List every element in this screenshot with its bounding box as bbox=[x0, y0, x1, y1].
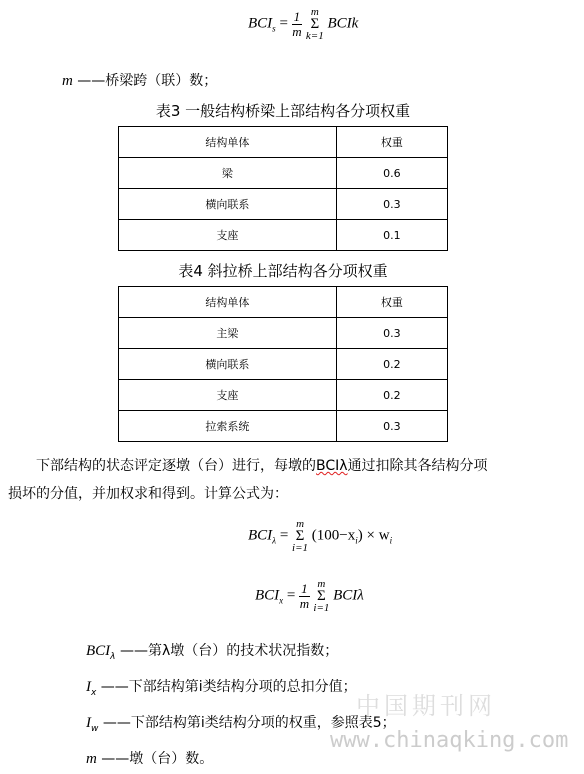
sum-symbol: m Σ k=1 bbox=[305, 6, 324, 42]
definition-list bbox=[86, 636, 396, 774]
table-row: 拉索系统 0.3 bbox=[119, 411, 448, 442]
table-header-row: 结构单体 权重 bbox=[119, 127, 448, 158]
definition-item: $BCI_\lambda$ ——第λ墩（台）的技术状况指数； bbox=[86, 643, 339, 662]
fraction: $\frac{1}{m}$ bbox=[299, 580, 310, 611]
table-row: 横向联系 0.3 bbox=[119, 189, 448, 220]
table-row: 支座 0.1 bbox=[119, 220, 448, 251]
formula-rhs: BCIk bbox=[327, 15, 359, 32]
table-row: 梁 0.6 bbox=[119, 158, 448, 189]
definition-m-spans: m ——桥梁跨（联）数； bbox=[62, 73, 218, 89]
paragraph bbox=[8, 452, 576, 508]
table4 bbox=[118, 286, 448, 442]
sum-symbol: m Σ i=1 bbox=[313, 578, 330, 614]
sum-symbol: m Σ i=1 bbox=[292, 518, 309, 554]
table-row: 横向联系 0.2 bbox=[119, 349, 448, 380]
watermark-logo-text: 中国期刊网 bbox=[356, 692, 496, 720]
formula-lhs-sub: s bbox=[272, 23, 276, 34]
bci-lambda-term: BCIλ bbox=[316, 458, 348, 474]
table3 bbox=[118, 126, 448, 251]
definition-item: $I_w$ ——下部结构第i类结构分项的权重，参照表5； bbox=[86, 715, 396, 734]
table4-caption: 表4 斜拉桥上部结构各分项权重 bbox=[178, 262, 388, 280]
watermark-url: www.chinaqking.com bbox=[330, 728, 569, 753]
formula-lhs: BCI bbox=[248, 15, 273, 32]
formula-bci-x: $BCI_x$ = $\frac{1}{m}$ m Σ i=1 BCIλ bbox=[255, 578, 364, 614]
fraction: $\frac{1}{m}$ bbox=[292, 8, 302, 39]
paragraph-line-1: 下部结构的状态评定逐墩（台）进行，每墩的BCIλ通过扣除其各结构分项 bbox=[36, 458, 488, 474]
formula-bci-lambda: $BCI_\lambda$ = m Σ i=1 $(100-x_i) \times w_i$ bbox=[248, 518, 393, 554]
table3-caption: 表3 一般结构桥梁上部结构各分项权重 bbox=[155, 102, 411, 120]
definition-item: $I_x$ ——下部结构第i类结构分项的总扣分值； bbox=[86, 679, 357, 698]
table-header-row: 结构单体 权重 bbox=[119, 287, 448, 318]
definition-item: m ——墩（台）数。 bbox=[86, 751, 214, 767]
formula-bci-s: $BCI_s$ = $\frac{1}{m}$ m Σ k=1 BCIk bbox=[248, 6, 359, 42]
paragraph-line-2: 损坏的分值，并加权求和得到。计算公式为： bbox=[8, 486, 288, 502]
table-row: 支座 0.2 bbox=[119, 380, 448, 411]
table-row: 主梁 0.3 bbox=[119, 318, 448, 349]
